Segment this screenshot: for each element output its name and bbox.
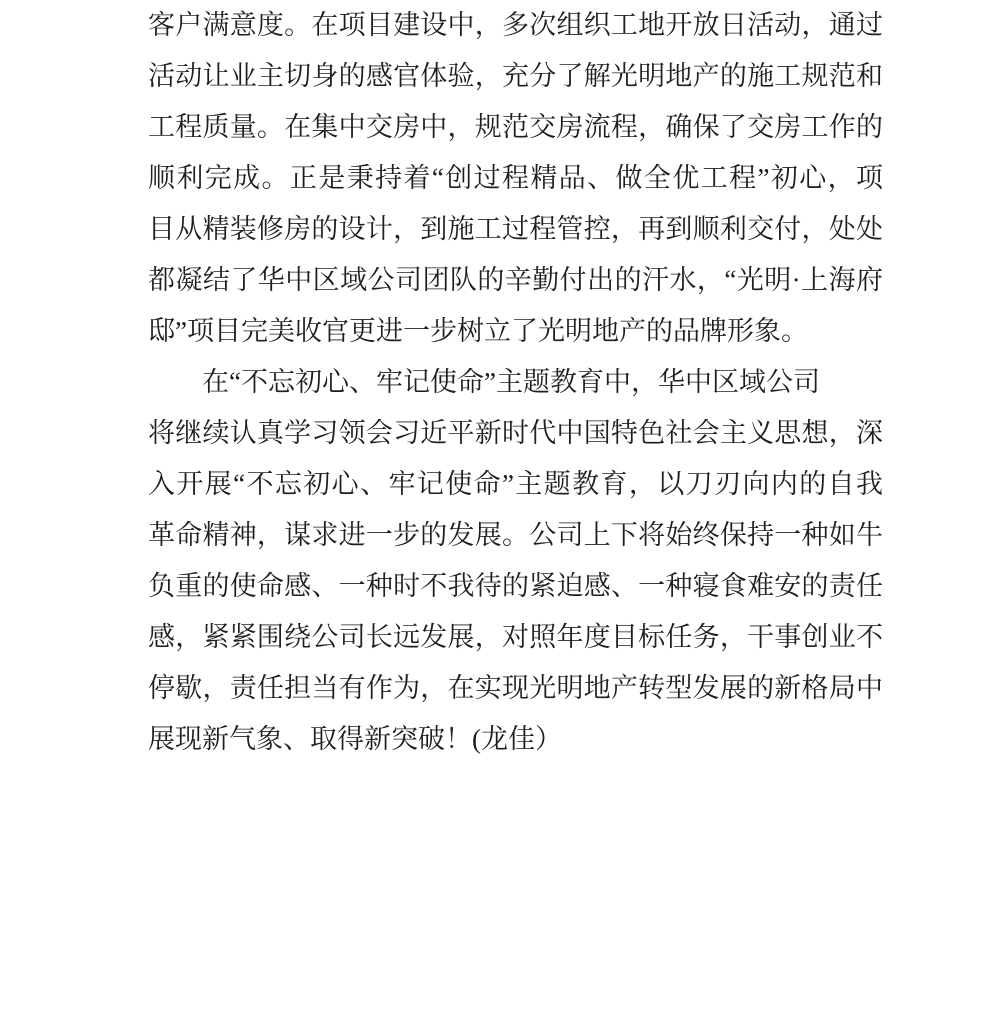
paragraph-2-line-7: 停歇，责任担当有作为，在实现光明地产转型发展的新格局中 — [148, 673, 883, 703]
paragraph-1-line-4: 顺利完成。正是秉持着“创过程精品、做全优工程”初心，项 — [148, 163, 883, 193]
paragraph-2-line-2: 将继续认真学习领会习近平新时代中国特色社会主义思想，深 — [148, 418, 883, 448]
paragraph-1-line-6: 都凝结了华中区域公司团队的辛勤付出的汗水，“光明·上海府 — [148, 265, 883, 295]
paragraph-1-line-5: 目从精装修房的设计，到施工过程管控，再到顺利交付，处处 — [148, 214, 883, 244]
paragraph-1-line-3: 工程质量。在集中交房中，规范交房流程，确保了交房工作的 — [148, 112, 883, 142]
document-body — [148, 0, 883, 765]
paragraph-2-line-8: 展现新气象、取得新突破！(龙佳） — [148, 724, 562, 754]
paragraph-1-line-1: 客户满意度。在项目建设中，多次组织工地开放日活动，通过 — [148, 10, 883, 40]
paragraph-2-line-3: 入开展“不忘初心、牢记使命”主题教育，以刀刃向内的自我 — [148, 469, 883, 499]
paragraph-1-line-2: 活动让业主切身的感官体验，充分了解光明地产的施工规范和 — [148, 61, 883, 91]
paragraph-2-line-6: 感，紧紧围绕公司长远发展，对照年度目标任务，干事创业不 — [148, 622, 883, 652]
paragraph-2-line-4: 革命精神，谋求进一步的发展。公司上下将始终保持一种如牛 — [148, 520, 883, 550]
paragraph-1-line-7: 邸”项目完美收官更进一步树立了光明地产的品牌形象。 — [148, 316, 808, 346]
paragraph-2-line-5: 负重的使命感、一种时不我待的紧迫感、一种寝食难安的责任 — [148, 571, 883, 601]
paragraph-2-line-1: 在“不忘初心、牢记使命”主题教育中，华中区域公司 — [202, 367, 820, 397]
